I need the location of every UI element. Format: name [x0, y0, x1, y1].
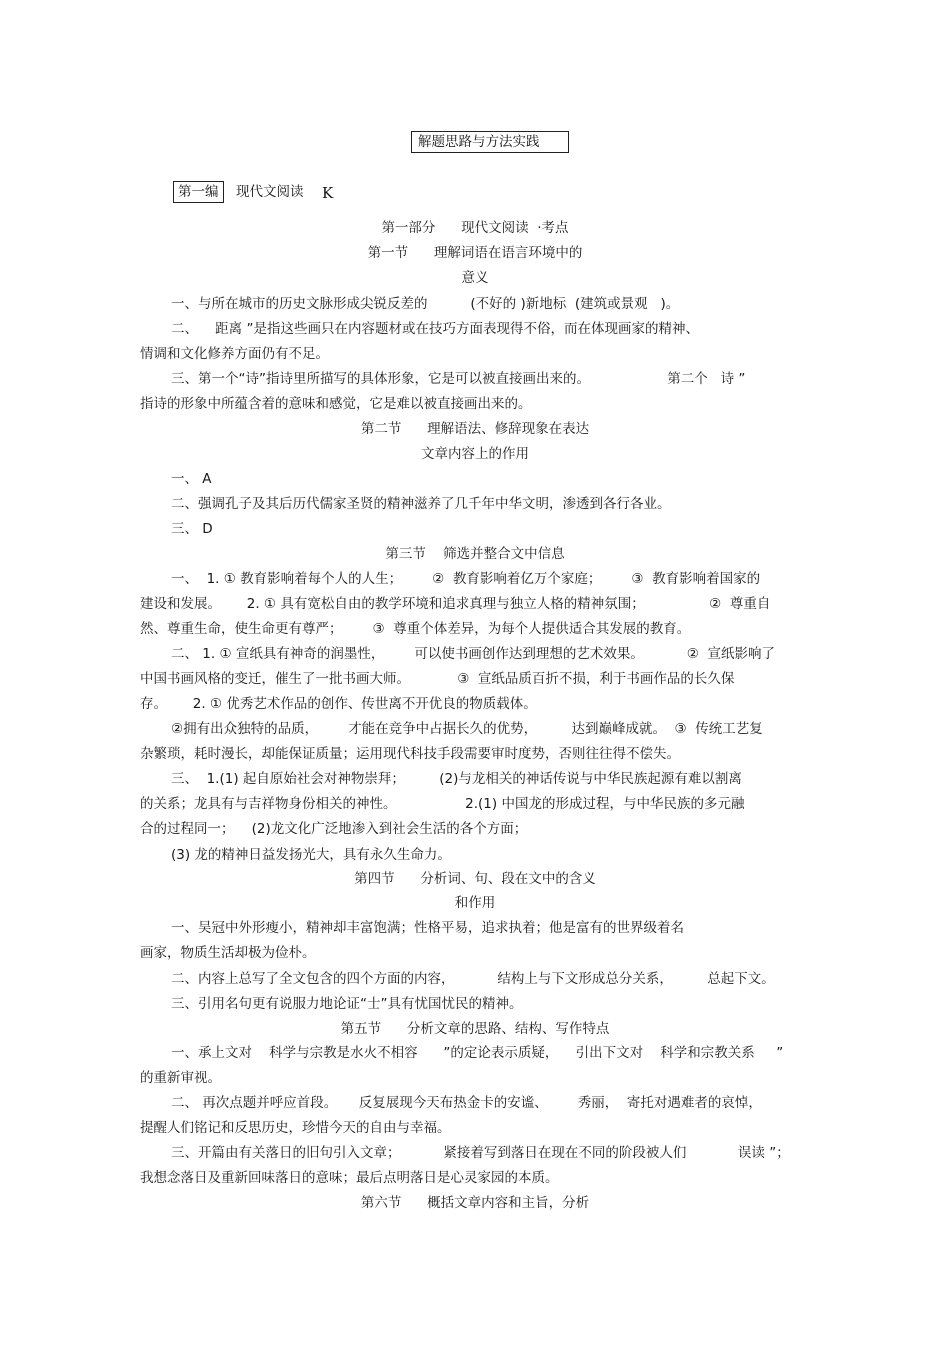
paragraph-line: 二、 再次点题并呼应首段。 反复展现今天布热金卡的安谧、 秀丽， 寄托对遇难者的哀悼，	[171, 1095, 762, 1111]
paragraph-line: 的关系；龙具有与吉祥物身份相关的神性。 2.(1) 中国龙的形成过程，与中华民族的多元融	[140, 796, 745, 812]
paragraph-line: 指诗的形象中所蕴含着的意味和感觉，它是难以被直接画出来的。	[140, 396, 532, 412]
subsection-heading-4: 第四节 分析词、句、段在文中的含义	[354, 871, 596, 887]
subsection-heading-2-cont: 文章内容上的作用	[421, 446, 529, 462]
paragraph-line: 我想念落日及重新回味落日的意味；最后点明落日是心灵家园的本质。	[140, 1170, 559, 1186]
paragraph-line: 一、 A	[171, 471, 212, 487]
paragraph-line: 情调和文化修养方面仍有不足。	[140, 346, 329, 362]
paragraph-line: 二、内容上总写了全文包含的四个方面的内容， 结构上与下文形成总分关系， 总起下文。	[171, 971, 775, 987]
paragraph-line: 三、 D	[171, 521, 213, 537]
paragraph-line: 二、 1. ① 宣纸具有神奇的润墨性， 可以使书画创作达到理想的艺术效果。 ② 宣纸影响了	[171, 646, 775, 662]
paragraph-line: 存。 2. ① 优秀艺术作品的创作、传世离不开优良的物质载体。	[140, 696, 537, 712]
paragraph-line: 的重新审视。	[140, 1070, 221, 1086]
paragraph-line: 二、强调孔子及其后历代儒家圣贤的精神滋养了几千年中华文明，渗透到各行各业。	[171, 496, 671, 512]
part-title: 现代文阅读	[236, 184, 304, 200]
paragraph-line: 三、开篇由有关落日的旧句引入文章； 紧接着写到落日在现在不同的阶段被人们 误读 ”；	[171, 1145, 790, 1161]
paragraph-line: 画家，物质生活却极为俭朴。	[140, 945, 316, 961]
paragraph-line: 三、 1.(1) 起自原始社会对神物崇拜； (2)与龙相关的神话传说与中华民族起源有难以割离	[171, 771, 742, 787]
paragraph-line: ②拥有出众独特的品质， 才能在竞争中占据长久的优势， 达到巅峰成就。 ③ 传统工艺复	[171, 721, 763, 737]
subsection-heading-3: 第三节 筛选并整合文中信息	[385, 546, 565, 562]
paragraph-line: 建设和发展。 2. ① 具有宽松自由的教学环境和追求真理与独立人格的精神氛围； ② 尊重自	[140, 596, 771, 612]
paragraph-line: 然、尊重生命，使生命更有尊严； ③ 尊重个体差异，为每个人提供适合其发展的教育。	[140, 621, 691, 637]
paragraph-line: 一、与所在城市的历史文脉形成尖锐反差的 (不好的 )新地标 (建筑或景观 )。	[171, 296, 680, 312]
paragraph-line: 三、引用名句更有说服力地论证“士”具有忧国忧民的精神。	[171, 996, 523, 1012]
subsection-heading-2: 第二节 理解语法、修辞现象在表达	[360, 421, 590, 437]
paragraph-line: 杂繁琐，耗时漫长，却能保证质量；运用现代科技手段需要审时度势，否则往往得不偿失。	[140, 746, 680, 762]
paragraph-line: 中国书画风格的变迁，催生了一批书画大师。 ③ 宣纸品质百折不损，利于书画作品的长久保	[140, 671, 735, 687]
paragraph-line: 一、吴冠中外形瘦小，精神却丰富饱满；性格平易，追求执着；他是富有的世界级着名	[171, 920, 684, 936]
part-mark: K	[322, 184, 334, 202]
subsection-heading-1-cont: 意义	[461, 270, 489, 286]
paragraph-line: (3) 龙的精神日益发扬光大，具有永久生命力。	[171, 847, 451, 863]
paragraph-line: 合的过程同一； (2)龙文化广泛地渗入到社会生活的各个方面；	[140, 821, 528, 837]
document-title-box: 解题思路与方法实践	[411, 131, 569, 153]
subsection-heading-1: 第一节 理解词语在语言环境中的	[367, 245, 583, 261]
paragraph-line: 二、 距离 ”是指这些画只在内容题材或在技巧方面表现得不俗，而在体现画家的精神、	[171, 321, 699, 337]
subsection-heading-5: 第五节 分析文章的思路、结构、写作特点	[340, 1021, 610, 1037]
subsection-heading-4-cont: 和作用	[454, 895, 496, 911]
part-label-box: 第一编	[173, 181, 224, 203]
subsection-heading-6: 第六节 概括文章内容和主旨，分析	[360, 1195, 590, 1211]
paragraph-line: 三、第一个“诗”指诗里所描写的具体形象，它是可以被直接画出来的。 第二个 诗 ”	[171, 371, 746, 387]
paragraph-line: 一、 1. ① 教育影响着每个人的人生； ② 教育影响着亿万个家庭； ③ 教育影响着国家的	[171, 571, 761, 587]
section-heading: 第一部分 现代文阅读 ·考点	[381, 220, 569, 236]
paragraph-line: 一、承上文对 科学与宗教是水火不相容 ”的定论表示质疑， 引出下文对 科学和宗教关系 ”	[171, 1045, 784, 1061]
paragraph-line: 提醒人们铭记和反思历史，珍惜今天的自由与幸福。	[140, 1120, 451, 1136]
